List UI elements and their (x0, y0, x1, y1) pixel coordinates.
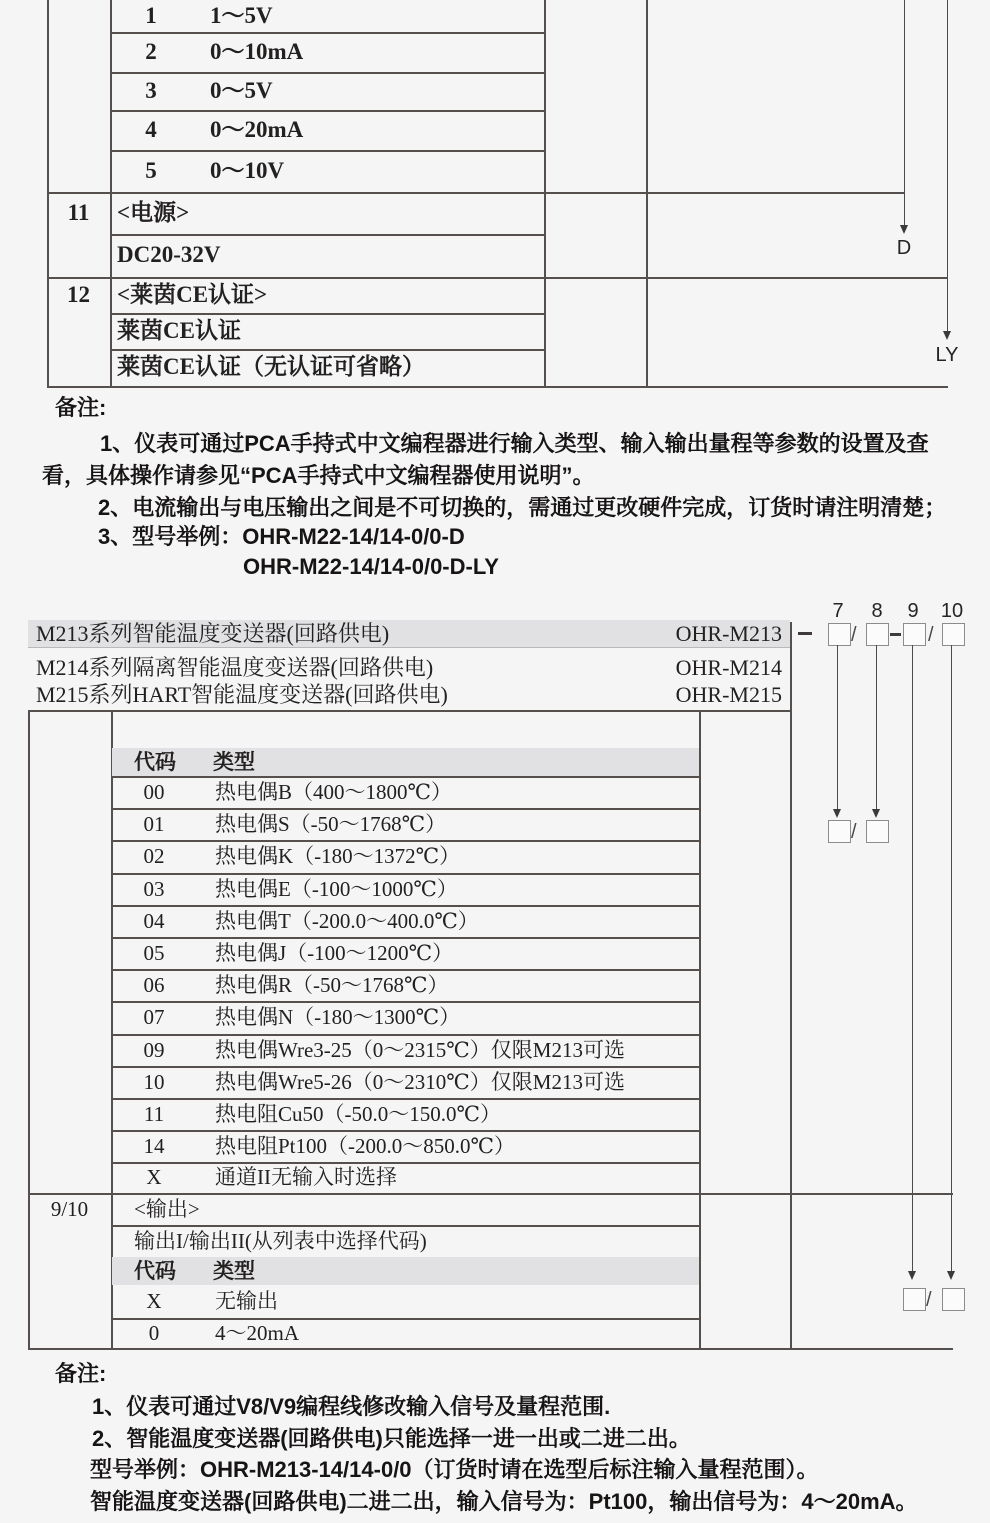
input-code-box-ii (866, 820, 889, 843)
series-title: M213系列智能温度变送器(回路供电) (36, 621, 390, 646)
note-line: 2、电流输出与电压输出之间是不可切换的，需通过更改硬件完成，订货时请注明清楚； (98, 495, 947, 520)
code-cell: 01 (143, 812, 165, 836)
slash-separator: / (851, 821, 857, 843)
slash-separator: / (926, 1289, 932, 1311)
note-line: 3、型号举例：OHR-M22-14/14-0/0-D (98, 524, 465, 549)
table-border (47, 0, 49, 387)
code-cell: 0 (148, 1321, 160, 1345)
row-line (47, 192, 905, 194)
arrow-down-icon (833, 809, 841, 818)
row-line (111, 1162, 700, 1164)
type-cell: 热电偶T（-200.0～400.0℃） (215, 909, 479, 933)
series-title: M215系列HART智能温度变送器(回路供电) (36, 682, 448, 707)
row-line (111, 1318, 700, 1320)
table-top-border (28, 710, 791, 712)
type-cell: 热电偶N（-180～1300℃） (215, 1005, 461, 1029)
note-line: OHR-M22-14/14-0/0-D-LY (243, 554, 499, 579)
arrow-line-ly (947, 0, 948, 332)
header-band (112, 748, 699, 776)
row-line (111, 1225, 700, 1227)
row-line (111, 1098, 700, 1100)
series-title: M214系列隔离智能温度变送器(回路供电) (36, 655, 434, 680)
row-line (111, 1001, 700, 1003)
table-divider (544, 0, 546, 387)
table-divider (111, 710, 113, 1349)
digit-7: 7 (832, 600, 844, 622)
type-cell: 无输出 (215, 1289, 278, 1313)
row-line (111, 969, 700, 971)
code-cell: 5 (145, 158, 157, 183)
note-line: 1、仪表可通过V8/V9编程线修改输入信号及量程范围. (92, 1394, 611, 1419)
table-divider (699, 710, 701, 1349)
header-band (112, 1257, 699, 1285)
arrow-down-icon (872, 809, 880, 818)
dash-separator (890, 633, 901, 636)
row-number: 9/10 (50, 1197, 89, 1221)
column-header-code: 代码 (134, 1259, 176, 1283)
row-line (110, 349, 545, 351)
row-line (111, 1130, 700, 1132)
arrow-down-icon (900, 225, 908, 234)
code-letter-ly: LY (935, 344, 959, 366)
output-subheader: 输出I/输出II(从列表中选择代码) (134, 1229, 427, 1253)
row-line (111, 840, 700, 842)
table-divider (110, 0, 112, 387)
type-cell: 热电偶B（400～1800℃） (215, 780, 452, 804)
code-cell: 09 (143, 1038, 165, 1062)
code-cell: 07 (143, 1005, 165, 1029)
input-code-box-i (828, 820, 851, 843)
type-cell: 0～5V (210, 78, 273, 103)
row-line (110, 150, 545, 152)
code-cell: 10 (143, 1070, 165, 1094)
code-box-7 (828, 623, 851, 646)
type-cell: 通道II无输入时选择 (215, 1165, 397, 1189)
code-cell: 4 (145, 117, 157, 142)
type-cell: 热电阻Cu50（-50.0～150.0℃） (215, 1102, 501, 1126)
type-cell: 热电偶K（-180～1372℃） (215, 844, 461, 868)
arrow-line (837, 645, 838, 810)
note-line: 智能温度变送器(回路供电)二进二出，输入信号为：Pt100，输出信号为：4～20mA。 (90, 1489, 918, 1514)
row-line (111, 937, 700, 939)
arrow-line-d (904, 0, 905, 226)
note-line: 1、仪表可通过PCA手持式中文编程器进行输入类型、输入输出量程等参数的设置及查 (100, 431, 929, 456)
type-cell: 热电偶Wre3-25（0～2315℃）仅限M213可选 (215, 1038, 625, 1062)
code-cell: 11 (143, 1102, 165, 1126)
type-cell: 4～20mA (215, 1321, 299, 1345)
row-line (110, 313, 545, 315)
type-cell: 热电阻Pt100（-200.0～850.0℃） (215, 1134, 515, 1158)
code-cell: 00 (143, 780, 165, 804)
arrow-line (912, 645, 913, 1272)
column-header-type: 类型 (213, 1259, 255, 1283)
table-divider (646, 0, 648, 387)
code-letter-d: D (896, 237, 912, 259)
type-cell: 热电偶Wre5-26（0～2310℃）仅限M213可选 (215, 1070, 625, 1094)
code-cell: 03 (143, 877, 165, 901)
digit-9: 9 (907, 600, 919, 622)
code-box-8 (866, 623, 889, 646)
ce-option: 莱茵CE认证（无认证可省略） (117, 354, 425, 379)
table-bottom-border (28, 1348, 953, 1350)
row-line (47, 277, 948, 279)
note-line: 看，具体操作请参见“PCA手持式中文编程器使用说明”。 (42, 463, 595, 488)
code-cell: 1 (145, 3, 157, 28)
code-cell: 3 (145, 78, 157, 103)
row-line (111, 1066, 700, 1068)
type-cell: 0～20mA (210, 117, 304, 142)
code-cell: 06 (143, 973, 165, 997)
type-cell: 0～10V (210, 158, 285, 183)
table-border (790, 622, 792, 1349)
series-model-code: OHR-M214 (675, 655, 782, 680)
slash-separator: / (928, 624, 934, 646)
type-cell: 热电偶R（-50～1768℃） (215, 973, 449, 997)
series-model-code: OHR-M213 (675, 621, 782, 646)
output-code-box-ii (942, 1288, 965, 1311)
code-cell: 14 (143, 1134, 165, 1158)
row-line (110, 72, 545, 74)
code-box-10 (942, 623, 965, 646)
series-model-code: OHR-M215 (675, 682, 782, 707)
type-cell: 1～5V (210, 3, 273, 28)
output-header: <输出> (134, 1197, 200, 1221)
row-line (111, 1034, 700, 1036)
table-bottom-border (47, 386, 948, 388)
column-header-type: 类型 (213, 750, 255, 774)
code-cell: 05 (143, 941, 165, 965)
ce-header: <莱茵CE认证> (117, 282, 268, 307)
row-number: 12 (67, 282, 90, 307)
slash-separator: / (851, 624, 857, 646)
code-cell: 02 (143, 844, 165, 868)
row-line (111, 776, 700, 778)
code-cell: X (146, 1289, 162, 1313)
digit-8: 8 (871, 600, 883, 622)
power-value: DC20-32V (117, 242, 221, 267)
arrow-down-icon (947, 1271, 955, 1280)
row-number: 11 (67, 200, 90, 225)
arrow-line (951, 645, 952, 1272)
row-line (111, 905, 700, 907)
row-line (111, 808, 700, 810)
note-line: 型号举例：OHR-M213-14/14-0/0（订货时请在选型后标注输入量程范围）。 (90, 1457, 819, 1482)
row-line (110, 32, 545, 34)
section-divider-line (28, 1193, 953, 1195)
arrow-line (876, 645, 877, 810)
type-cell: 0～10mA (210, 39, 304, 64)
arrow-down-icon (908, 1271, 916, 1280)
note-line: 2、智能温度变送器(回路供电)只能选择一进一出或二进二出。 (92, 1426, 691, 1451)
type-cell: 热电偶E（-100～1000℃） (215, 877, 458, 901)
code-cell: 04 (143, 909, 165, 933)
code-cell: X (146, 1165, 162, 1189)
code-box-9 (903, 623, 926, 646)
digit-10: 10 (940, 600, 964, 622)
row-line (110, 234, 545, 236)
power-header: <电源> (117, 200, 190, 225)
row-line (110, 110, 545, 112)
ce-option: 莱茵CE认证 (117, 318, 241, 343)
dash-separator (798, 632, 812, 635)
code-cell: 2 (145, 39, 157, 64)
arrow-down-icon (943, 331, 951, 340)
output-code-box-i (903, 1288, 926, 1311)
type-cell: 热电偶J（-100～1200℃） (215, 941, 454, 965)
notes-title: 备注: (55, 1361, 107, 1386)
table-border (28, 710, 30, 1349)
notes-title: 备注: (55, 395, 107, 420)
row-line (111, 873, 700, 875)
type-cell: 热电偶S（-50～1768℃） (215, 812, 447, 836)
column-header-code: 代码 (134, 750, 176, 774)
